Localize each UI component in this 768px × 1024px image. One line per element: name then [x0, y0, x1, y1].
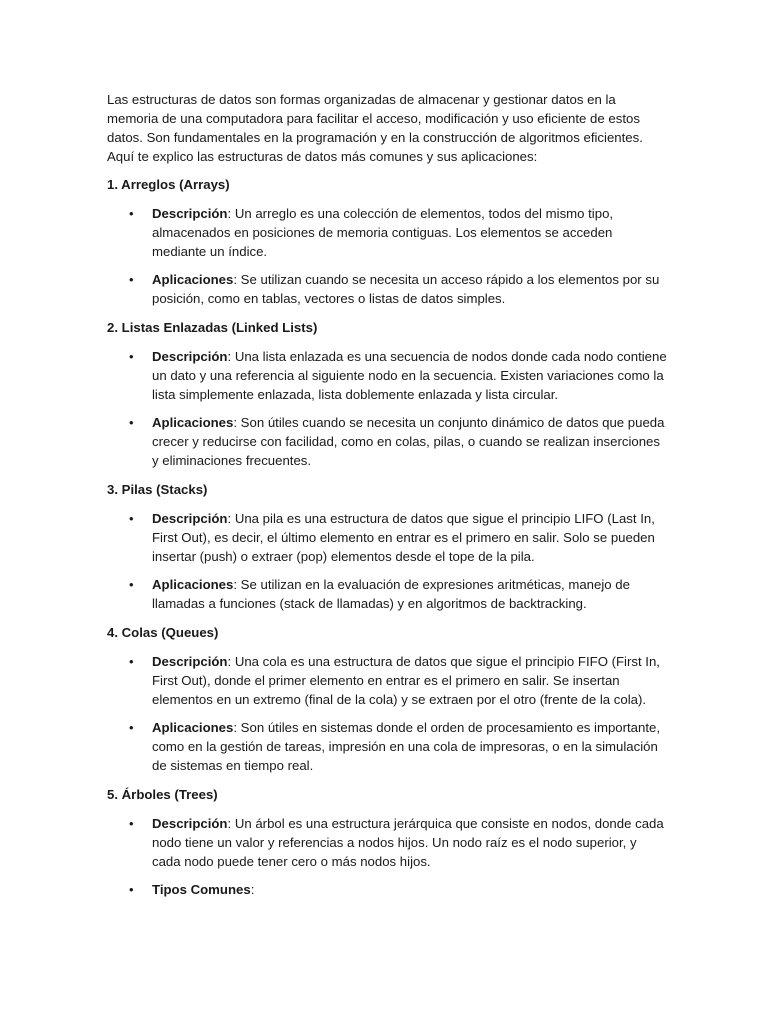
item-label: Aplicaciones	[152, 720, 234, 735]
item-label: Aplicaciones	[152, 577, 234, 592]
section-heading: 3. Pilas (Stacks)	[107, 482, 208, 497]
list-item	[107, 204, 667, 261]
item-text: : Se utilizan en la evaluación de expresiones aritméticas, manejo de llamadas a funciones (stack de llamadas) y en algoritmos de backtracking.	[152, 577, 630, 611]
section-heading: 4. Colas (Queues)	[107, 625, 219, 640]
document-page	[107, 90, 667, 909]
bullet-icon: •	[129, 816, 134, 831]
bullet-list	[107, 509, 667, 613]
section-trees	[107, 785, 667, 899]
list-item	[107, 347, 667, 404]
section-arrays	[107, 175, 667, 308]
section-stacks	[107, 480, 667, 613]
item-text: : Una lista enlazada es una secuencia de nodos donde cada nodo contiene un dato y una referencia al siguiente nodo en la secuencia. Existen variaciones como la lista simplemente enlazada, lista doblemente enlazada y lista circular.	[152, 349, 667, 402]
bullet-icon: •	[129, 654, 134, 669]
bullet-icon: •	[129, 720, 134, 735]
item-label: Descripción	[152, 206, 228, 221]
list-item	[107, 880, 667, 899]
section-queues	[107, 623, 667, 775]
bullet-list	[107, 347, 667, 470]
section-heading: 5. Árboles (Trees)	[107, 787, 218, 802]
list-item	[107, 575, 667, 613]
list-item	[107, 270, 667, 308]
bullet-icon: •	[129, 272, 134, 287]
item-label: Descripción	[152, 816, 228, 831]
item-label: Descripción	[152, 349, 228, 364]
bullet-icon: •	[129, 882, 134, 897]
item-text: : Se utilizan cuando se necesita un acceso rápido a los elementos por su posición, como en tablas, vectores o listas de datos simples.	[152, 272, 660, 306]
list-item	[107, 652, 667, 709]
item-label: Descripción	[152, 654, 228, 669]
item-text: : Una cola es una estructura de datos que sigue el principio FIFO (First In, First Out), donde el primer elemento en entrar es el primero en salir. Se insertan elementos en un extremo (final de la cola) y se extraen por el otro (frente de la cola).	[152, 654, 660, 707]
item-text: : Un arreglo es una colección de elementos, todos del mismo tipo, almacenados en posiciones de memoria contiguas. Los elementos se acceden mediante un índice.	[152, 206, 614, 259]
list-item	[107, 718, 667, 775]
list-item	[107, 509, 667, 566]
item-text: : Son útiles en sistemas donde el orden de procesamiento es importante, como en la gestión de tareas, impresión en una cola de impresoras, o en la simulación de sistemas en tiempo real.	[152, 720, 661, 773]
item-label: Aplicaciones	[152, 415, 234, 430]
section-heading: 1. Arreglos (Arrays)	[107, 177, 230, 192]
item-label: Aplicaciones	[152, 272, 234, 287]
bullet-icon: •	[129, 415, 134, 430]
section-heading: 2. Listas Enlazadas (Linked Lists)	[107, 320, 318, 335]
list-item	[107, 814, 667, 871]
item-text: :	[250, 882, 255, 897]
bullet-list	[107, 814, 667, 899]
intro-paragraph: Las estructuras de datos son formas organizadas de almacenar y gestionar datos en la memoria de una computadora para facilitar el acceso, modificación y uso eficiente de estos datos. Son fundamentales en la programación y en la construcción de algoritmos eficientes. Aquí te explico las estructuras de datos más comunes y sus aplicaciones:	[107, 92, 643, 164]
bullet-list	[107, 204, 667, 308]
bullet-icon: •	[129, 511, 134, 526]
item-label: Descripción	[152, 511, 228, 526]
item-text: : Un árbol es una estructura jerárquica que consiste en nodos, donde cada nodo tiene un valor y referencias a nodos hijos. Un nodo raíz es el nodo superior, y cada nodo puede tener cero o más nodos hijos.	[152, 816, 664, 869]
list-item	[107, 413, 667, 470]
item-text: : Son útiles cuando se necesita un conjunto dinámico de datos que pueda crecer y reducirse con facilidad, como en colas, pilas, o cuando se realizan inserciones y eliminaciones frecuentes.	[152, 415, 665, 468]
bullet-icon: •	[129, 577, 134, 592]
section-linked-lists	[107, 318, 667, 470]
bullet-icon: •	[129, 206, 134, 221]
bullet-icon: •	[129, 349, 134, 364]
bullet-list	[107, 652, 667, 775]
item-label: Tipos Comunes	[152, 882, 251, 897]
item-text: : Una pila es una estructura de datos que sigue el principio LIFO (Last In, First Out), es decir, el último elemento en entrar es el primero en salir. Solo se pueden insertar (push) o extraer (pop) elementos desde el tope de la pila.	[152, 511, 655, 564]
